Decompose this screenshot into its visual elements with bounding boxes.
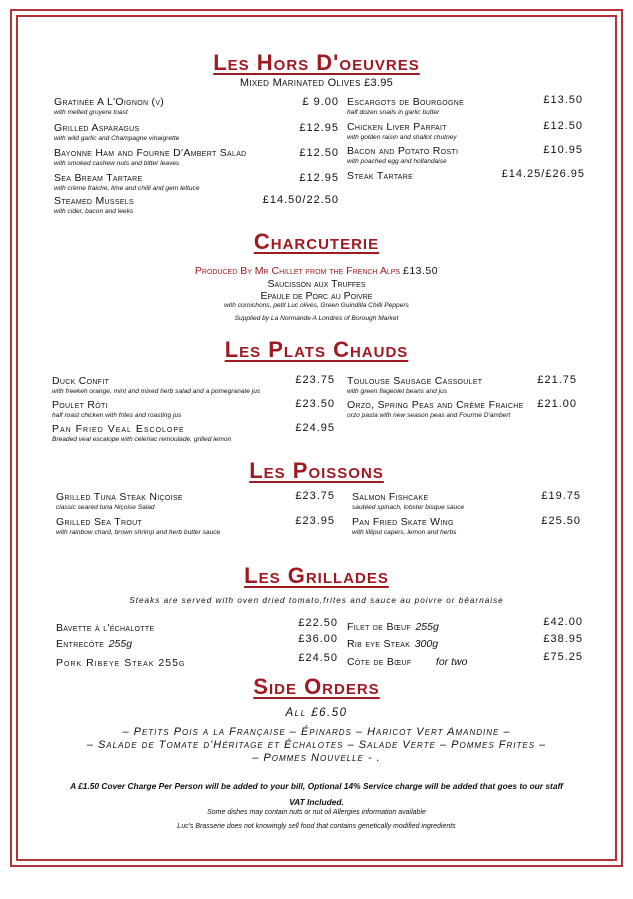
item-name: Pan Fried Veal Escolope <box>52 423 185 435</box>
item-name: Steak Tartare <box>347 170 414 182</box>
sides-line2: – Salade de Tomate d'Héritage et Échalotes – Salade Verte – Pommes Frites – <box>86 739 547 751</box>
section-title-hors-doeuvres: Les Hors D'oeuvres <box>213 50 420 75</box>
item-name: Escargots de Bourgogne <box>347 96 465 108</box>
item-desc: with crème fraiche, lime and chilli and gem lettuce <box>54 185 200 192</box>
menu-item <box>352 491 464 511</box>
menu-item <box>56 634 132 652</box>
item-name: Bayonne Ham and Fourne D'Ambert Salad <box>54 147 247 159</box>
charcuterie-produced-line <box>0 265 633 277</box>
menu-item <box>52 375 260 395</box>
item-price: £42.00 <box>543 616 583 628</box>
menu-item <box>52 399 181 419</box>
menu-item <box>347 634 438 652</box>
menu-item <box>352 516 456 536</box>
item-name: Chicken Liver Parfait <box>347 121 447 133</box>
item-price: £36.00 <box>298 633 338 645</box>
item-desc: with lilliput capers, lemon and herbs <box>352 529 457 536</box>
item-desc: half dozen snails in garlic butter <box>347 109 440 116</box>
item-weight: 255g <box>108 638 133 650</box>
item-desc: half roast chicken with frites and roasting jus <box>52 412 182 419</box>
item-price: £75.25 <box>543 651 583 663</box>
item-desc: with green flageolet beans and jus <box>347 388 448 395</box>
item-price: £21.00 <box>537 398 577 410</box>
item-price: £12.50 <box>299 147 339 159</box>
charcuterie-desc: with cornichons, petit Luc olives, Green Guindilla Chilli Peppers <box>224 302 409 309</box>
section-title-grillades: Les Grillades <box>244 563 389 588</box>
item-name: Pan Fried Skate Wing <box>352 516 454 528</box>
item-name: Grilled Asparagus <box>54 122 140 134</box>
menu-item <box>54 195 134 215</box>
item-name: Pork Ribeye Steak 255g <box>56 657 186 669</box>
menu-item <box>56 516 220 536</box>
gm-note: Luc's Brasserie does not knowingly sell food that contains genetically modified ingredients <box>177 823 456 830</box>
menu-item <box>347 145 458 165</box>
item-desc: sautéed spinach, lobster bisque sauce <box>352 504 465 511</box>
charcuterie-line2: Epaule de Porc au Poivre <box>260 290 373 302</box>
item-name: Côte de Bœuf <box>347 656 412 668</box>
item-desc: with poached egg and hollandaise <box>347 158 447 165</box>
menu-item <box>347 121 457 141</box>
item-price: £13.50 <box>543 94 583 106</box>
sides-price: All £6.50 <box>285 707 348 719</box>
item-name: Duck Confit <box>52 375 110 387</box>
item-weight: 300g <box>414 638 439 650</box>
item-price: £14.50/22.50 <box>262 194 339 206</box>
item-name: Toulouse Sausage Cassoulet <box>347 375 483 387</box>
item-name: Orzo, Spring Peas and Crème Fraiche <box>347 399 524 411</box>
item-name: Gratinée A L'Oignon (v) <box>54 96 165 108</box>
menu-item <box>54 147 247 167</box>
item-name: Bavette à l'échalotte <box>56 622 155 634</box>
item-price: £23.75 <box>295 374 335 386</box>
item-weight: 255g <box>415 621 439 633</box>
charcuterie-producer: Produced By Mr Chillet from the French Alps <box>194 265 401 277</box>
item-desc: with freekeh orange, mint and mixed herb salad and a pomegranate jus <box>52 388 261 395</box>
menu-item <box>347 375 482 395</box>
menu-item <box>347 96 464 116</box>
charcuterie-price: £13.50 <box>402 265 439 277</box>
item-name: Bacon and Potato Rosti <box>347 145 459 157</box>
charcuterie-supplied: Supplied by La Normande A Londres of Borough Market <box>234 315 399 322</box>
menu-item <box>347 652 467 670</box>
item-name: Sea Bream Tartare <box>54 172 143 184</box>
item-price: £38.95 <box>543 633 583 645</box>
item-desc: with golden raisin and shallot chutney <box>347 134 457 141</box>
item-price: £25.50 <box>541 515 581 527</box>
item-weight: for two <box>435 656 468 668</box>
sides-line1: – Petits Pois a la Française – Épinards – Haricot Vert Amandine – <box>122 726 511 738</box>
menu-item <box>347 617 439 635</box>
item-name: Filet de Bœuf <box>347 621 411 633</box>
item-name: Entrecôte <box>56 638 105 650</box>
item-price: £24.50 <box>298 652 338 664</box>
section-title-poissons: Les Poissons <box>249 458 384 483</box>
item-name: Grilled Tuna Steak Niçoise <box>56 491 183 503</box>
menu-item <box>347 170 413 182</box>
item-price: £23.50 <box>295 398 335 410</box>
item-name: Steamed Mussels <box>54 195 134 207</box>
cover-charge-note: A £1.50 Cover Charge Per Person will be added to your bill, Optional 14% Service charge will be added that goes to our staff <box>70 781 563 791</box>
item-price: £ 9.00 <box>302 96 339 108</box>
item-price: £12.95 <box>299 172 339 184</box>
menu-item <box>52 423 231 443</box>
section-title-charcuterie: Charcuterie <box>253 229 380 254</box>
allergy-note: Some dishes may contain nuts or nut oil Allergies information available <box>207 809 426 816</box>
menu-item <box>54 122 179 142</box>
item-desc: with melted gruyere toast <box>54 109 128 116</box>
menu-item <box>56 653 185 671</box>
item-name: Grilled Sea Trout <box>56 516 143 528</box>
item-price: £10.95 <box>543 144 583 156</box>
menu-item <box>54 172 200 192</box>
item-name: Salmon Fishcake <box>352 491 429 503</box>
item-desc: orzo pasta with new season peas and Fourme D'ambert <box>347 412 511 419</box>
menu-item <box>56 491 183 511</box>
item-desc: classic seared tuna Niçoise Salad <box>56 504 155 511</box>
item-desc: with wild garlic and Champagne vinaigrette <box>54 135 180 142</box>
item-price: £19.75 <box>541 490 581 502</box>
charcuterie-line1: Saucisson aux Truffes <box>267 278 366 290</box>
section-title-plats-chauds: Les Plats Chauds <box>224 337 409 362</box>
item-desc: with cider, bacon and leeks <box>54 208 134 215</box>
item-price: £12.95 <box>299 122 339 134</box>
grillades-note: Steaks are served with oven dried tomato,frites and sauce au poivre or béarnaise <box>129 596 504 605</box>
item-price: £12.50 <box>543 120 583 132</box>
item-name: Poulet Rôti <box>52 399 108 411</box>
section-title-side-orders: Side Orders <box>253 674 380 699</box>
item-price: £21.75 <box>537 374 577 386</box>
menu-item <box>347 399 524 419</box>
item-desc: with rainbow chard, brown shrimp and herb butter sauce <box>56 529 221 536</box>
item-desc: Breaded veal escalope with celeriac remoulade, grilled lemon <box>52 436 232 443</box>
item-price: £14.25/£26.95 <box>501 168 585 180</box>
item-price: £23.75 <box>295 490 335 502</box>
item-price: £22.50 <box>298 617 338 629</box>
item-price: £24.95 <box>295 422 335 434</box>
sides-line3: – Pommes Nouvelle - . <box>252 752 381 764</box>
vat-note: VAT Included. <box>289 797 344 807</box>
item-name: Rib eye Steak <box>347 638 411 650</box>
item-price: £23.95 <box>295 515 335 527</box>
item-desc: with smoked cashew nuts and bitter leaves <box>54 160 180 167</box>
olives-line: Mixed Marinated Olives £3.95 <box>239 77 394 89</box>
menu-item <box>54 96 164 116</box>
